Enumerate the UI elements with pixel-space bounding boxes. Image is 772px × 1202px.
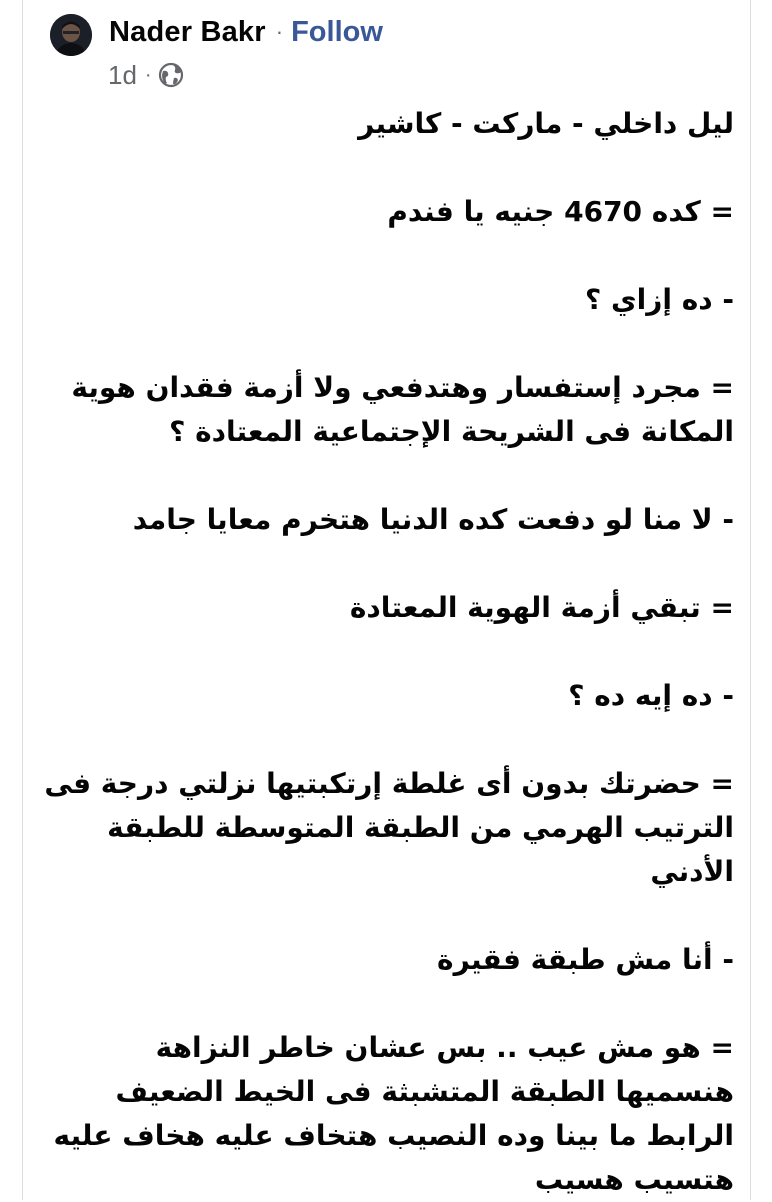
post-paragraph: - لا منا لو دفعت كده الدنيا هتخرم معايا جامد	[132, 503, 734, 536]
post-paragraph: = حضرتك بدون أى غلطة إرتكبتيها نزلتي درجة فى الترتيب الهرمي من الطبقة المتوسطة للطبقة الأدني	[34, 767, 734, 888]
post-meta	[108, 58, 184, 92]
author-name[interactable]: Nader Bakr	[109, 15, 266, 48]
follow-button[interactable]: Follow	[291, 15, 383, 48]
avatar-image	[50, 14, 92, 56]
card-border-right	[750, 0, 751, 1200]
post-paragraph: - أنا مش طبقة فقيرة	[437, 943, 734, 976]
header-separator: ·	[275, 19, 284, 44]
post-paragraph: = تبقي أزمة الهوية المعتادة	[349, 591, 734, 624]
post-header	[50, 14, 740, 94]
post-paragraph: = هو مش عيب .. بس عشان خاطر النزاهة هنسميها الطبقة المتشبثة فى الخيط الضعيف الرابط ما بينا وده النصيب هتخاف عليه هخاف عليه هتسيب هسيب	[43, 1031, 734, 1196]
globe-icon[interactable]	[158, 62, 184, 88]
post-paragraph: - ده إزاي ؟	[585, 283, 734, 316]
author-line	[109, 14, 383, 50]
avatar[interactable]	[50, 14, 92, 56]
post-paragraph: = مجرد إستفسار وهتدفعي ولا أزمة فقدان هوية المكانة فى الشريحة الإجتماعية المعتادة ؟	[61, 371, 734, 448]
meta-separator: ·	[144, 63, 152, 86]
post-paragraph: = كده 4670 جنيه يا فندم	[387, 195, 734, 228]
post-paragraph: ليل داخلي - ماركت - كاشير	[358, 107, 734, 140]
post-timestamp[interactable]: 1d	[108, 59, 137, 90]
post-paragraph: - ده إيه ده ؟	[568, 679, 734, 712]
post-body	[34, 102, 734, 1202]
card-border-left	[22, 0, 23, 1200]
